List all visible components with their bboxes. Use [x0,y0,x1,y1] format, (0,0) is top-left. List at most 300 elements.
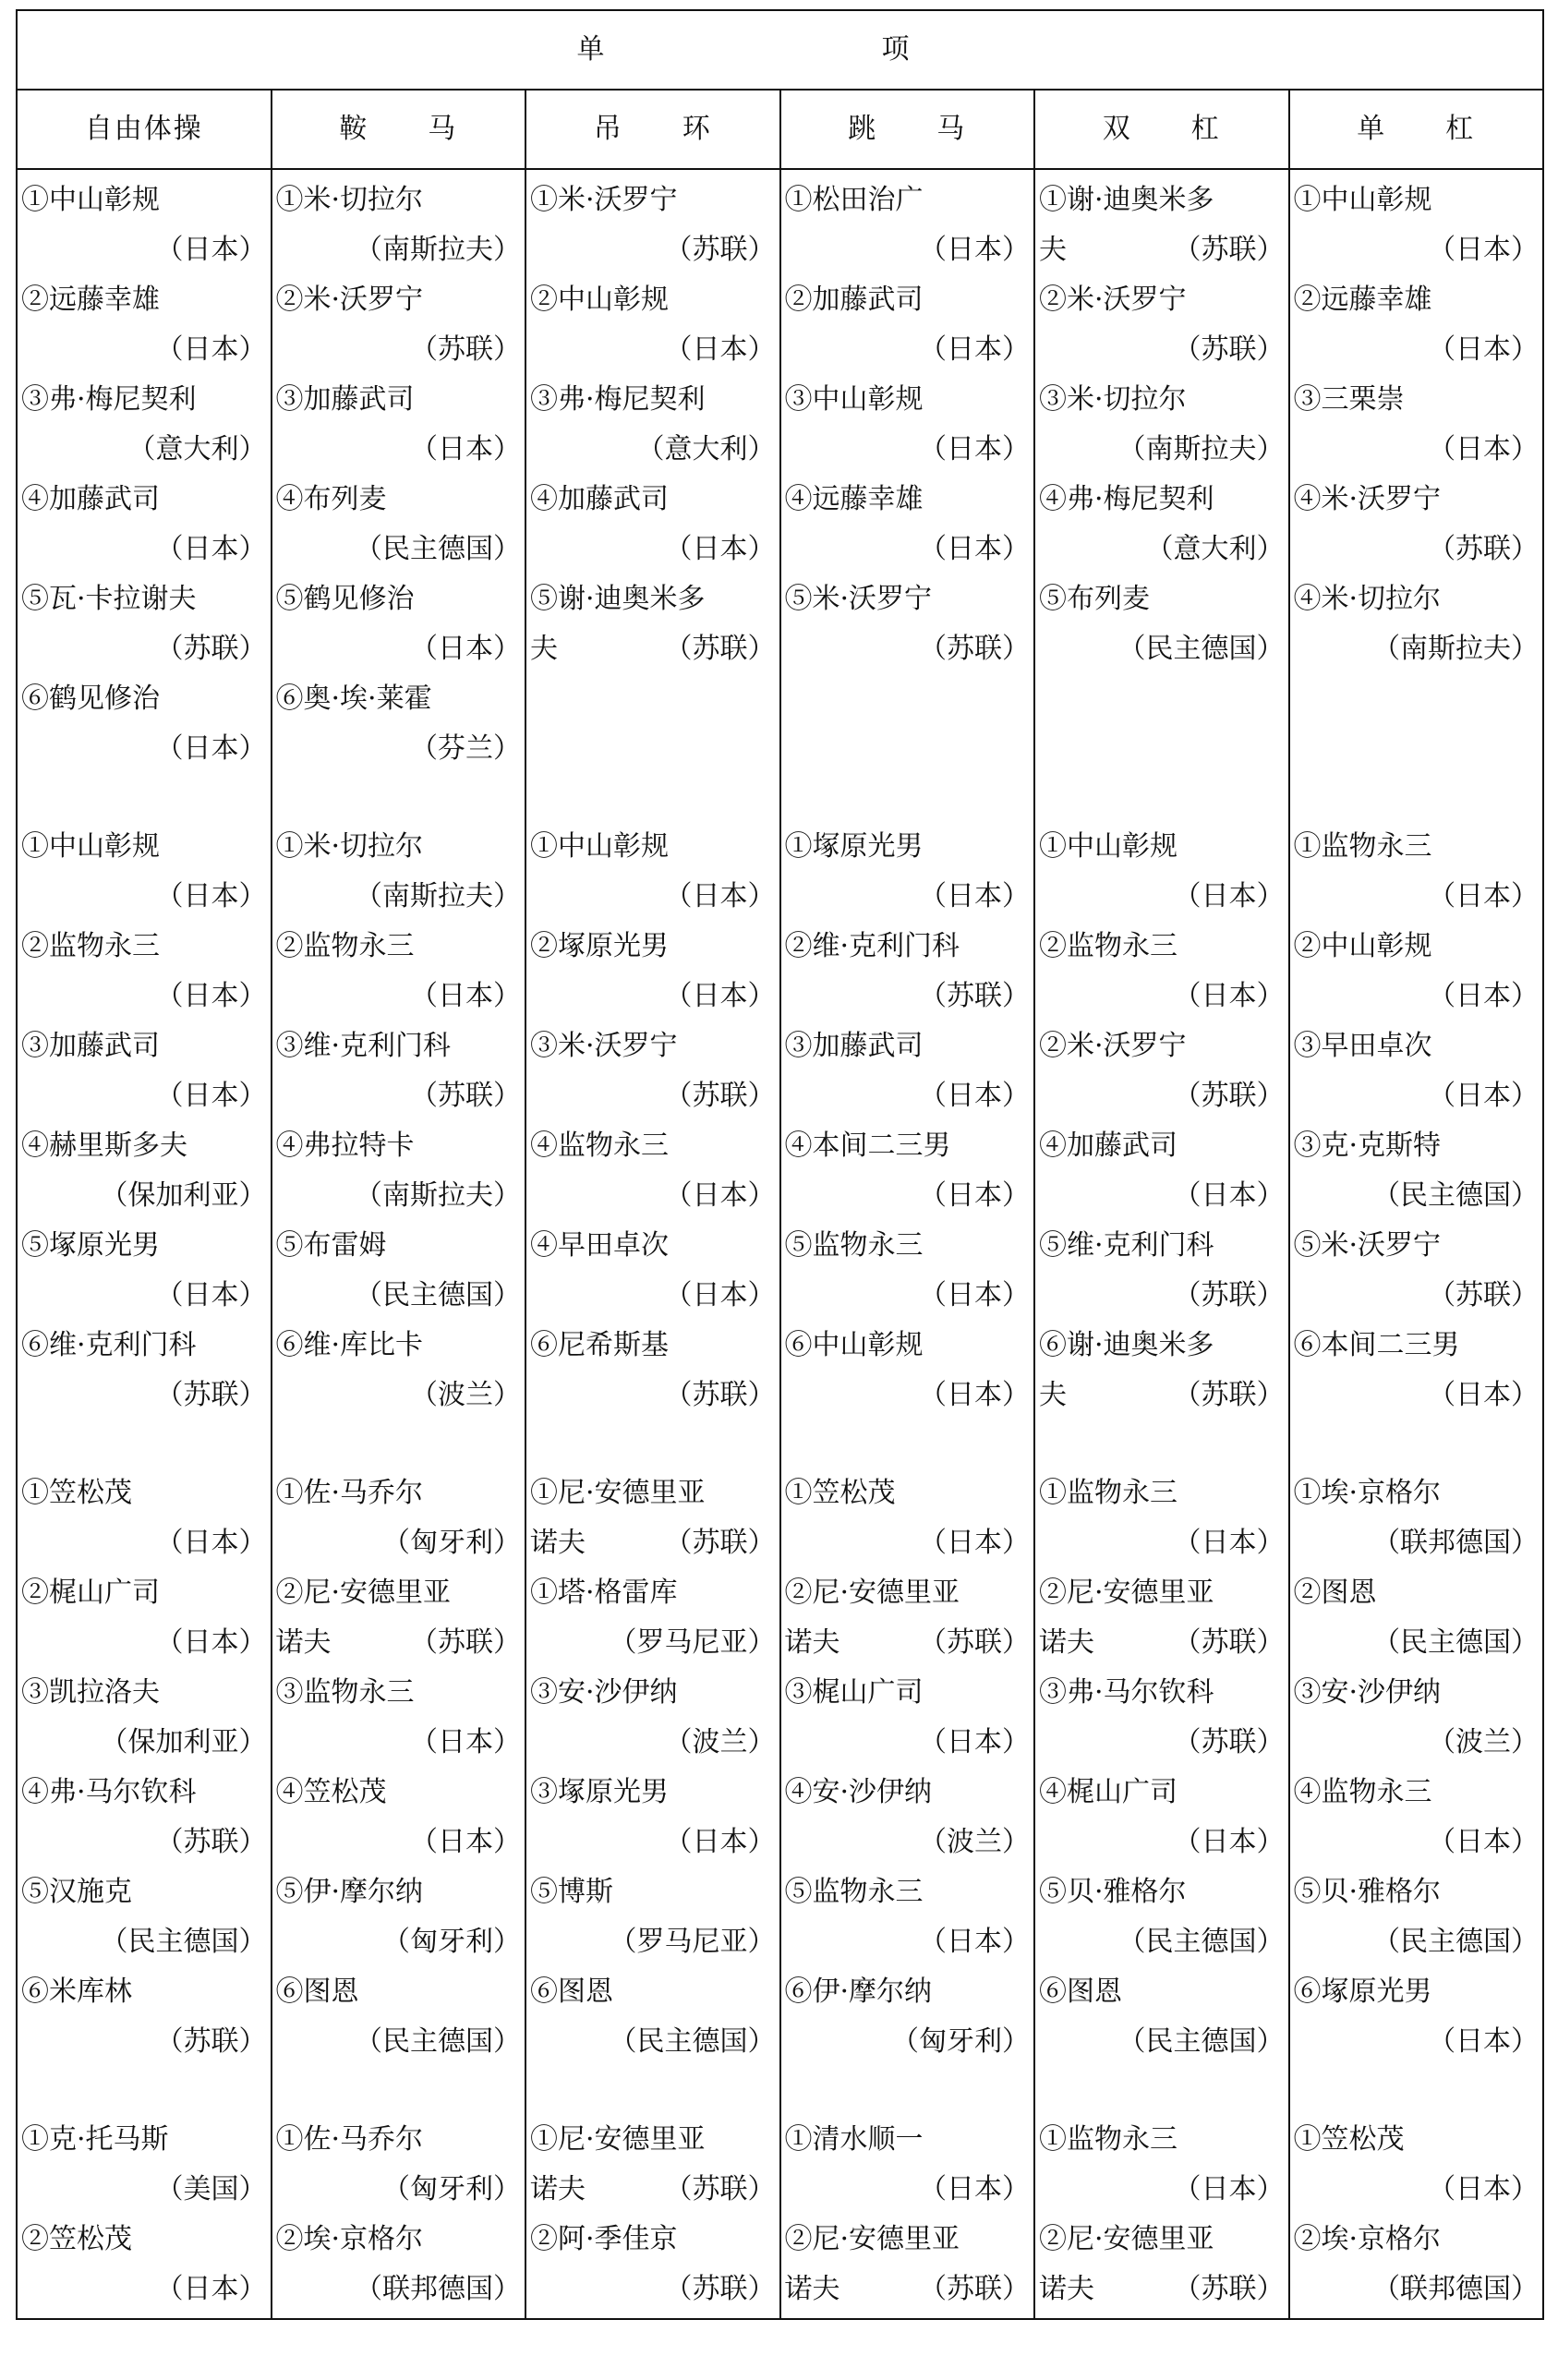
country-name: （意大利） [1145,533,1285,565]
result-entry [1290,1121,1543,1221]
rank-marker: ① [21,2123,49,2156]
athlete-line [526,1321,779,1371]
rank-marker: ④ [275,483,304,515]
country-line [18,1718,271,1768]
athlete-name: 弗·马尔钦科 [49,1776,197,1808]
rank-marker: ④ [1293,1776,1322,1808]
athlete-name: 中山彰规 [49,830,160,863]
country-line [781,1171,1034,1221]
athlete-line [272,822,525,872]
result-entry [526,1967,779,2067]
athlete-name: 克·克斯特 [1321,1130,1442,1162]
country-name: （罗马尼亚） [609,1926,776,1958]
rank-marker: ④ [21,1776,49,1808]
result-group [526,822,779,1468]
rank-marker: ② [21,284,49,316]
rank-marker: ① [784,184,813,216]
rank-marker: ② [1039,1030,1067,1062]
blank-line [1035,674,1288,724]
country-line [1035,1618,1288,1668]
result-group [1035,822,1288,1468]
athlete-line [272,574,525,624]
result-entry [18,1121,271,1221]
athlete-line [1290,2215,1543,2265]
rank-marker: ⑥ [530,1329,558,1361]
rank-marker: ③ [530,383,558,416]
athlete-name: 鹤见修治 [49,683,160,715]
country-name: （南斯拉夫） [1117,433,1285,465]
athlete-name: 米·沃罗宁 [558,184,678,216]
athlete-name: 监物永三 [1067,2123,1178,2156]
athlete-name: 梶山广司 [49,1577,160,1609]
country-name: （日本） [1428,333,1540,366]
athlete-line [526,574,779,624]
country-line [1035,1518,1288,1568]
result-group [1035,175,1288,822]
athlete-name: 图恩 [1067,1975,1122,2008]
result-entry [18,2115,271,2215]
result-entry [18,1468,271,1568]
athlete-line [272,1668,525,1718]
athlete-line [526,1768,779,1818]
athlete-line [18,674,271,724]
country-name: （日本） [919,333,1030,366]
country-line [781,1518,1034,1568]
country-name: （苏联） [1173,234,1285,266]
country-name: （日本） [155,1626,267,1659]
country-name: （匈牙利） [382,2173,521,2205]
rank-marker: ② [1293,2223,1322,2255]
athlete-name: 尼·安德里亚 [303,1577,452,1609]
result-entry [1290,1768,1543,1867]
country-name: （民主德国） [1117,633,1285,665]
athlete-line [1290,574,1543,624]
rank-marker: ① [275,830,304,863]
country-line [1035,1718,1288,1768]
athlete-name: 尼希斯基 [558,1329,669,1361]
result-entry [272,2115,525,2215]
country-line [526,225,779,275]
result-entry [526,275,779,375]
column-parallel-bars [1034,169,1289,2319]
result-group [1035,1468,1288,2115]
results-table [16,9,1544,2320]
country-name: （苏联） [155,1379,267,1411]
athlete-line [1035,175,1288,225]
athlete-line [526,1468,779,1518]
result-entry [526,822,779,922]
athlete-name: 加藤武司 [812,1030,924,1062]
rank-marker: ③ [530,1776,558,1808]
athlete-line [18,1021,271,1071]
result-group [18,822,271,1468]
athlete-name: 监物永三 [303,1676,415,1709]
result-entry [781,822,1034,922]
country-line [1290,2165,1543,2215]
rank-marker: ② [21,1577,49,1609]
blank-line [781,674,1034,724]
country-line [272,1071,525,1121]
athlete-name-continued: 诺夫 [275,1626,332,1659]
result-entry [526,922,779,1021]
result-entry [781,475,1034,574]
country-line [1290,1618,1543,1668]
country-line [781,1618,1034,1668]
country-line [1290,872,1543,922]
result-entry [1035,1568,1288,1668]
athlete-name: 谢·迪奥米多 [558,583,706,615]
country-name: （日本） [664,533,776,565]
athlete-name: 米·沃罗宁 [303,284,424,316]
country-line [18,1271,271,1321]
country-line [18,1171,271,1221]
rank-marker: ① [1293,2123,1322,2156]
country-name: （意大利） [636,433,776,465]
result-group [272,822,525,1468]
country-line [781,1718,1034,1768]
country-line [272,972,525,1021]
country-line [526,1518,779,1568]
athlete-line [526,1668,779,1718]
athlete-name: 加藤武司 [1067,1130,1178,1162]
country-name: （保加利亚） [100,1179,267,1212]
country-line [526,425,779,475]
athlete-line [781,175,1034,225]
country-line [526,624,779,674]
athlete-name-continued: 诺夫 [1039,2273,1094,2305]
athlete-name: 米·沃罗宁 [558,1030,678,1062]
rank-marker: ① [21,1477,49,1509]
result-entry [272,2215,525,2314]
athlete-name: 鹤见修治 [303,583,415,615]
rank-marker: ② [530,2223,558,2255]
athlete-name: 米·沃罗宁 [1067,1030,1187,1062]
result-entry [1290,1021,1543,1121]
country-line [526,1917,779,1967]
country-name: （苏联） [1173,1379,1285,1411]
athlete-line [18,1867,271,1917]
country-line [1035,325,1288,375]
country-line [526,1171,779,1221]
country-name: （联邦德国） [1372,2273,1540,2305]
country-name: （日本） [919,1527,1030,1559]
country-name: （日本） [919,1726,1030,1758]
rank-marker: ④ [275,1776,304,1808]
result-group [18,1468,271,2115]
athlete-line [1035,1768,1288,1818]
athlete-name: 笠松茂 [49,2223,132,2255]
country-name: （日本） [664,1826,776,1858]
country-name: （民主德国） [355,1279,521,1311]
athlete-line [272,1021,525,1071]
athlete-line [526,1221,779,1271]
athlete-name: 米·切拉尔 [1067,383,1187,416]
athlete-line [18,1768,271,1818]
result-entry [272,1321,525,1420]
country-name: （日本） [1428,880,1540,912]
country-name: （日本） [919,1379,1030,1411]
country-line [272,1917,525,1967]
country-name: （民主德国） [355,2025,521,2058]
rank-marker: ① [530,830,558,863]
rank-marker: ③ [784,1676,813,1709]
athlete-line [526,2115,779,2165]
country-name: （日本） [664,333,776,366]
country-name: （日本） [155,2273,267,2305]
result-entry [526,1568,779,1668]
athlete-name: 谢·迪奥米多 [1067,1329,1214,1361]
country-name: （苏联） [155,633,267,665]
result-entry [272,175,525,275]
rank-marker: ⑥ [21,683,49,715]
country-name: （匈牙利） [382,1926,521,1958]
athlete-name: 尼·安德里亚 [558,2123,706,2156]
rank-marker: ④ [21,1130,49,1162]
result-entry [272,1221,525,1321]
rank-marker: ① [1039,184,1067,216]
country-line [781,1271,1034,1321]
column-horizontal-bar [1289,169,1544,2319]
athlete-name: 监物永三 [558,1130,669,1162]
result-entry [18,822,271,922]
country-name: （苏联） [155,1826,267,1858]
result-group [18,2115,271,2318]
country-name: （民主德国） [355,533,521,565]
rank-marker: ① [275,2123,304,2156]
country-name: （日本） [1428,2025,1540,2058]
result-entry [781,275,1034,375]
athlete-name: 监物永三 [303,930,415,962]
country-name: （日本） [1428,1080,1540,1112]
result-group [1035,2115,1288,2318]
country-line [272,525,525,574]
athlete-line [1290,1867,1543,1917]
athlete-line [1035,1468,1288,1518]
country-line [1035,2165,1288,2215]
rank-marker: ④ [275,1130,304,1162]
result-group [272,175,525,822]
result-entry [526,1321,779,1420]
rank-marker: ⑤ [784,583,813,615]
blank-line [781,724,1034,774]
country-line [781,325,1034,375]
athlete-name: 弗·马尔钦科 [1067,1676,1214,1709]
rank-marker: ⑤ [530,583,558,615]
country-name: （苏联） [1428,533,1540,565]
country-name: （日本） [155,234,267,266]
country-line [1290,1071,1543,1121]
country-name: （日本） [919,1179,1030,1212]
rank-marker: ① [530,2123,558,2156]
country-line [272,2265,525,2314]
country-line [781,624,1034,674]
result-group [1290,2115,1543,2318]
blank-line [1290,724,1543,774]
country-line [526,2165,779,2215]
athlete-line [781,275,1034,325]
athlete-line [18,375,271,425]
country-name: （南斯拉夫） [355,234,521,266]
country-name: （苏联） [664,1080,776,1112]
country-line [1035,425,1288,475]
rank-marker: ④ [1039,1776,1067,1808]
athlete-name: 米·沃罗宁 [1321,483,1442,515]
rank-marker: ⑥ [21,1975,49,2008]
athlete-name: 本间二三男 [1321,1329,1460,1361]
result-entry [526,1468,779,1568]
result-group [1290,822,1543,1468]
country-name: （联邦德国） [355,2273,521,2305]
athlete-line [526,1568,779,1618]
athlete-name: 维·克利门科 [49,1329,197,1361]
country-name: （南斯拉夫） [355,1179,521,1212]
athlete-line [1035,922,1288,972]
athlete-line [1035,475,1288,525]
rank-marker: ① [21,184,49,216]
country-name: （日本） [410,980,521,1012]
athlete-line [18,1468,271,1518]
result-entry [1290,574,1543,674]
result-entry [1290,922,1543,1021]
result-group [781,1468,1034,2115]
country-line [18,1618,271,1668]
rank-marker: ② [21,930,49,962]
athlete-line [526,1867,779,1917]
country-name: （日本） [664,1179,776,1212]
country-name: （罗马尼亚） [609,1626,776,1659]
athlete-line [1290,1221,1543,1271]
athlete-line [272,922,525,972]
rank-marker: ② [530,284,558,316]
athlete-line [1035,1221,1288,1271]
athlete-line [1035,822,1288,872]
country-line [781,1818,1034,1867]
athlete-line [526,922,779,972]
country-line [1035,872,1288,922]
athlete-name-continued: 诺夫 [530,1527,586,1559]
country-line [781,1071,1034,1121]
country-name: （苏联） [1173,1080,1285,1112]
country-line [1290,1518,1543,1568]
athlete-line [1290,275,1543,325]
country-line [1290,1718,1543,1768]
country-line [781,2265,1034,2314]
athlete-name: 埃·京格尔 [1321,2223,1442,2255]
athlete-name: 尼·安德里亚 [1067,1577,1214,1609]
athlete-name: 松田治广 [812,184,924,216]
athlete-name: 伊·摩尔纳 [303,1876,424,1908]
result-entry [1035,175,1288,275]
athlete-line [1035,2115,1288,2165]
country-name: （苏联） [919,1626,1030,1659]
athlete-name: 瓦·卡拉谢夫 [49,583,197,615]
athlete-line [1290,1468,1543,1518]
result-entry [18,922,271,1021]
rank-marker: ③ [1293,383,1322,416]
rank-marker: ⑥ [1039,1975,1067,2008]
athlete-line [272,2215,525,2265]
country-name: （日本） [410,633,521,665]
athlete-name: 笠松茂 [812,1477,896,1509]
country-line [1035,1171,1288,1221]
result-entry [1035,574,1288,674]
rank-marker: ② [275,2223,304,2255]
rank-marker: ⑥ [784,1329,813,1361]
athlete-name: 米·切拉尔 [303,184,424,216]
rank-marker: ⑤ [784,1229,813,1262]
result-entry [781,1468,1034,1568]
athlete-line [18,475,271,525]
result-entry [1290,1867,1543,1967]
athlete-name-continued: 诺夫 [784,2273,840,2305]
athlete-line [1035,1867,1288,1917]
country-name: （苏联） [664,2173,776,2205]
athlete-name: 克·托马斯 [49,2123,169,2156]
athlete-line [1290,1021,1543,1071]
country-name: （日本） [919,1080,1030,1112]
athlete-name: 布列麦 [303,483,387,515]
country-name: （日本） [919,234,1030,266]
result-entry [18,1021,271,1121]
rank-marker: ② [784,284,813,316]
rank-marker: ④ [21,483,49,515]
result-entry [1035,822,1288,922]
athlete-name: 尼·安德里亚 [812,1577,960,1609]
result-group [18,175,271,822]
athlete-name: 尼·安德里亚 [812,2223,960,2255]
athlete-name: 早田卓次 [1321,1030,1432,1062]
result-entry [18,1768,271,1867]
country-name: （波兰） [919,1826,1030,1858]
country-name: （日本） [1428,433,1540,465]
country-line [781,425,1034,475]
country-name: （保加利亚） [100,1726,267,1758]
rank-marker: ⑥ [1293,1329,1322,1361]
column-vault [780,169,1035,2319]
athlete-line [1290,475,1543,525]
country-line [272,2017,525,2067]
country-name: （民主德国） [1117,1926,1285,1958]
athlete-name: 清水顺一 [812,2123,924,2156]
country-name: （苏联） [410,333,521,366]
rank-marker: ② [1293,930,1322,962]
athlete-name: 谢·迪奥米多 [1067,184,1214,216]
athlete-line [526,822,779,872]
result-entry [272,1967,525,2067]
athlete-line [1035,1121,1288,1171]
athlete-name: 米·切拉尔 [303,830,424,863]
athlete-line [1290,1121,1543,1171]
rank-marker: ④ [784,483,813,515]
athlete-name: 笠松茂 [49,1477,132,1509]
results-table-page [16,9,1542,2371]
country-name: （日本） [919,2173,1030,2205]
rank-marker: ① [784,2123,813,2156]
result-group [526,2115,779,2318]
header-floor-exercise: 自由体操 [17,90,272,169]
country-line [526,2017,779,2067]
rank-marker: ④ [530,1130,558,1162]
athlete-line [18,2115,271,2165]
rank-marker: ③ [1039,1676,1067,1709]
result-entry [1035,1768,1288,1867]
rank-marker: ① [784,830,813,863]
country-line [272,325,525,375]
athlete-name: 图恩 [303,1975,359,2008]
athlete-line [1290,1768,1543,1818]
athlete-line [781,1768,1034,1818]
country-name: （民主德国） [1117,2025,1285,2058]
